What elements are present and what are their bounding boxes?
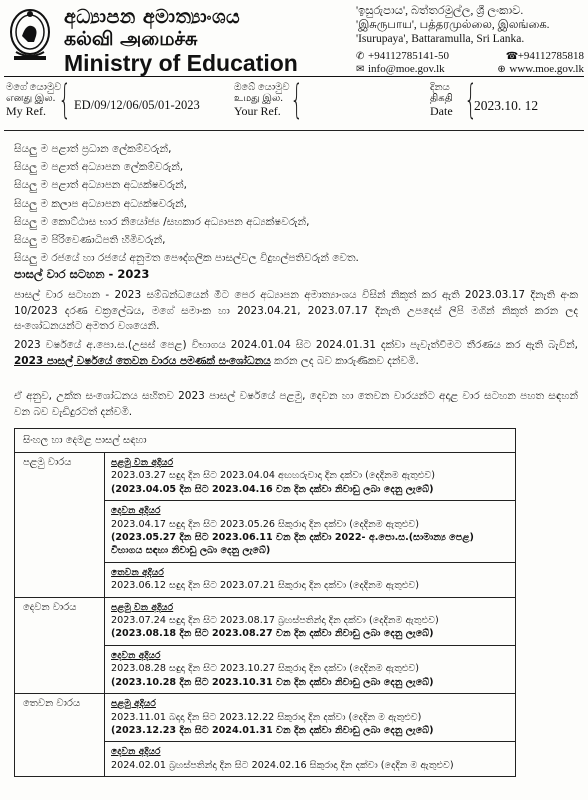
phase-holiday: (2023.08.18 දින සිට 2023.08.27 වන දින දක්වා නිවාඩු ලබා දෙනු ලැබේ) (111, 628, 434, 640)
addressee-line: සියලු ම පළාත් ප්‍රධාන ලේකම්වරුන්, (14, 143, 172, 155)
phase-title: පළමු වන අදියර (111, 457, 174, 468)
phase-title: දෙවන අදියර (111, 505, 161, 517)
term-row (15, 453, 515, 598)
phase-title: පළමු අදියර (111, 698, 156, 710)
phase-dates: 2024.02.01 බ්‍රහස්පතින්දා දින සිට 2024.02.16 සිකුරාදා දින දක්වා (දෙදින ම ඇතුළුව) (111, 759, 454, 771)
phase-dates: 2023.04.17 සඳුදා දින සිට 2023.05.26 සිකුරාදා දින දක්වා (දෙදිනම ඇතුළුව) (111, 518, 419, 530)
ministry-title-english: Ministry of Education (64, 50, 298, 76)
your-ref-label-en: Your Ref. (234, 104, 281, 118)
date-label-ta: திகதி (430, 93, 453, 104)
phase-holiday: (2023.10.28 දින සිට 2023.10.31 වන දින දක්වා නිවාඩු ලබා දෙනු ලැබේ) (111, 676, 434, 688)
table-header: සිංහල හා දෙමළ පාසල් සඳහා (15, 429, 515, 453)
phase-cell (105, 598, 515, 646)
phase-dates: 2023.08.28 සඳුදා දින සිට 2023.10.27 සිකුරාදා දින දක්වා (දෙදිනම ඇතුළුව) (111, 663, 419, 675)
phase-title: තෙවන අදියර (111, 566, 164, 578)
phase-title: දෙවන අදියර (111, 649, 161, 661)
my-ref-label (6, 82, 61, 118)
phase-cell (105, 501, 515, 563)
addressee-line: සියලු ම පළාත් අධ්‍යාපන ලේකම්වරුන්, (14, 161, 184, 174)
email-address: info@moe.gov.lk (368, 63, 445, 75)
date-label (430, 82, 453, 118)
phase-cell (105, 563, 515, 597)
contact-block (356, 50, 584, 76)
paragraph-3: ඒ අනුව, උක්ත සංශෝධනය සහිතව 2023 පාසල් වර්ෂයේ පළමු, දෙවන හා තෙවන වාරයන්ට අදාළ වාර සටහන පහත සඳහන් වන බව වැඩිදුරටත් දන්වමි. (14, 390, 578, 418)
reference-divider (4, 130, 584, 131)
phase-title: පළමු වන අදියර (111, 601, 174, 613)
phase-dates: 2023.06.12 සඳුදා දින සිට 2023.07.21 සිකුරාදා දින දක්වා (දෙදිනම ඇතුළුව) (111, 580, 419, 592)
phase-cell (105, 646, 515, 693)
my-ref-value: ED/09/12/06/05/01-2023 (74, 98, 200, 112)
national-emblem-icon (8, 6, 52, 66)
addressee-line: සියලු ම රජයේ හා රජයේ අනුමත පෞද්ගලික පාසල්වල විදුහල්පතිවරුන් වෙත. (14, 252, 359, 265)
phase-dates: 2023.03.27 සඳුදා දින සිට 2023.04.04 අඟහරුවාදා දින දක්වා (දෙදිනම ඇතුළුව) (111, 470, 435, 482)
term-phases (105, 598, 515, 693)
fax-icon: ☎ (505, 51, 519, 62)
address-line: 'Isurupaya', Battaramulla, Sri Lanka. (356, 33, 525, 45)
my-ref-label-si: මගේ යොමුව (6, 82, 62, 93)
paragraph-2-start: 2023 වර්ෂයේ අ.පො.ස.(උසස් පෙළ) විභාගය 2024.01.04 සිට 2024.01.31 දක්වා පැවැත්වීමට තීරණය කර ඇති බැවින්, (14, 339, 578, 351)
term-name: පළමු වාරය (15, 453, 105, 597)
phase-dates: 2023.07.24 සඳුදා දින සිට 2023.08.17 බ්‍රහස්පතින්දා දින දක්වා (දෙදිනම ඇතුළුව) (111, 615, 439, 627)
phase-title: දෙවන අදියර (111, 746, 161, 758)
term-phases (105, 694, 515, 776)
address-line: 'இசுருபாய', பத்தரமுல்லை, இலங்கை. (356, 19, 550, 31)
your-ref-label-ta: உமது இல. (234, 93, 283, 104)
addressee-line: සියලු ම පිරිවෙණාධිපති හිමිවරුන්, (14, 234, 166, 247)
paragraph-2 (14, 338, 578, 369)
addressee-line: සියලු ම කොට්ඨාස භාර නියෝජ්‍ය /සහකාර අධ්‍යාපන අධ්‍යක්ෂවරුන්, (14, 215, 310, 228)
addressee-list (14, 140, 359, 267)
brace-icon: { (464, 77, 478, 123)
phase-holiday: (2023.05.27 දින සිට 2023.06.11 වන දින දක්වා 2022- අ.පො.ස.(සාමාන්‍ය පෙළ) (111, 532, 474, 544)
subject-heading: පාසල් වාර සටහන - 2023 (14, 267, 150, 281)
paragraph-1: පාසල් වාර සටහන - 2023 සම්බන්ධයෙන් මීට පෙර අධ්‍යාපන අමාත්‍යාංශය විසින් නිකුත් කර ඇති 2023.03.17 දිනැති අංක 10/2023 දරණ චක්‍රලේඛය, මගේ සමාංක හා 2023.04.21, 2023.07.17 දිනැති උපදෙස් ලිපි මගින් නිකුත් කරන ලද සංශෝධනයන්ට අමතර වශයෙනි. (14, 289, 578, 332)
my-ref-label-en: My Ref. (6, 104, 46, 118)
phone-icon: ✆ (356, 51, 365, 62)
ministry-title-sinhala: අධ්‍යාපන අමාත්‍යාංශය (64, 6, 241, 28)
brace-icon: { (58, 77, 72, 123)
paragraph-2-emphasis: 2023 පාසල් වර්ෂයේ තෙවන වාරය පමණක් සංශෝධනය (14, 354, 271, 367)
phase-dates: 2023.11.01 බදාදා දින සිට 2023.12.22 සිකුරාදා දින දක්වා (දෙදින ම ඇතුළුව) (111, 711, 422, 723)
phase-holiday: (2023.12.23 දින සිට 2024.01.31 වන දින දක්වා නිවාඩු ලබා දෙනු ලැබේ) (111, 724, 434, 736)
phase-cell (105, 694, 515, 742)
email-icon: ✉ (356, 64, 365, 75)
website: www.moe.gov.lk (509, 63, 584, 75)
my-ref-label-ta: எனது இல. (6, 93, 56, 104)
phase-cell (105, 453, 515, 501)
term-name: තෙවන වාරය (15, 694, 105, 776)
term-table (14, 428, 516, 777)
phone-number: +94112785141-50 (368, 50, 449, 62)
term-row (15, 598, 515, 694)
date-value: 2023.10. 12 (474, 98, 539, 113)
date-label-en: Date (430, 104, 453, 118)
web-icon: ⊕ (497, 64, 506, 75)
brace-icon: { (290, 77, 304, 123)
your-ref-label (234, 82, 290, 118)
phase-holiday: (2023.04.05 දින සිට 2023.04.16 වන දින දක්වා නිවාඩු ලබා දෙනු ලැබේ) (111, 483, 434, 495)
ministry-title-tamil: கல்வி அமைச்சு (64, 28, 198, 50)
addressee-line: සියලු ම පළාත් අධ්‍යාපන අධ්‍යක්ෂවරුන්, (14, 179, 187, 192)
addressee-line: සියලු ම කලාප අධ්‍යාපන අධ්‍යක්ෂවරුන්, (14, 197, 187, 210)
term-phases (105, 453, 515, 597)
address-line: 'ඉසුරුපාය', බත්තරමුල්ල, ශ්‍රී ලංකාව. (356, 5, 524, 17)
your-ref-label-si: ඔබේ යොමුව (234, 82, 290, 93)
term-row (15, 694, 515, 776)
fax-number: +94112785818 (517, 50, 584, 62)
phase-holiday-cont: විභාගය සඳහා නිවාඩු ලබා දෙනු ලැබේ) (111, 545, 271, 557)
date-label-si: දිනය (430, 82, 450, 93)
phase-cell (105, 742, 515, 776)
address-block (356, 4, 550, 46)
paragraph-2-end: කරන ලද බව කාරුණිකව දන්වමි. (270, 354, 419, 367)
term-name: දෙවන වාරය (15, 598, 105, 693)
